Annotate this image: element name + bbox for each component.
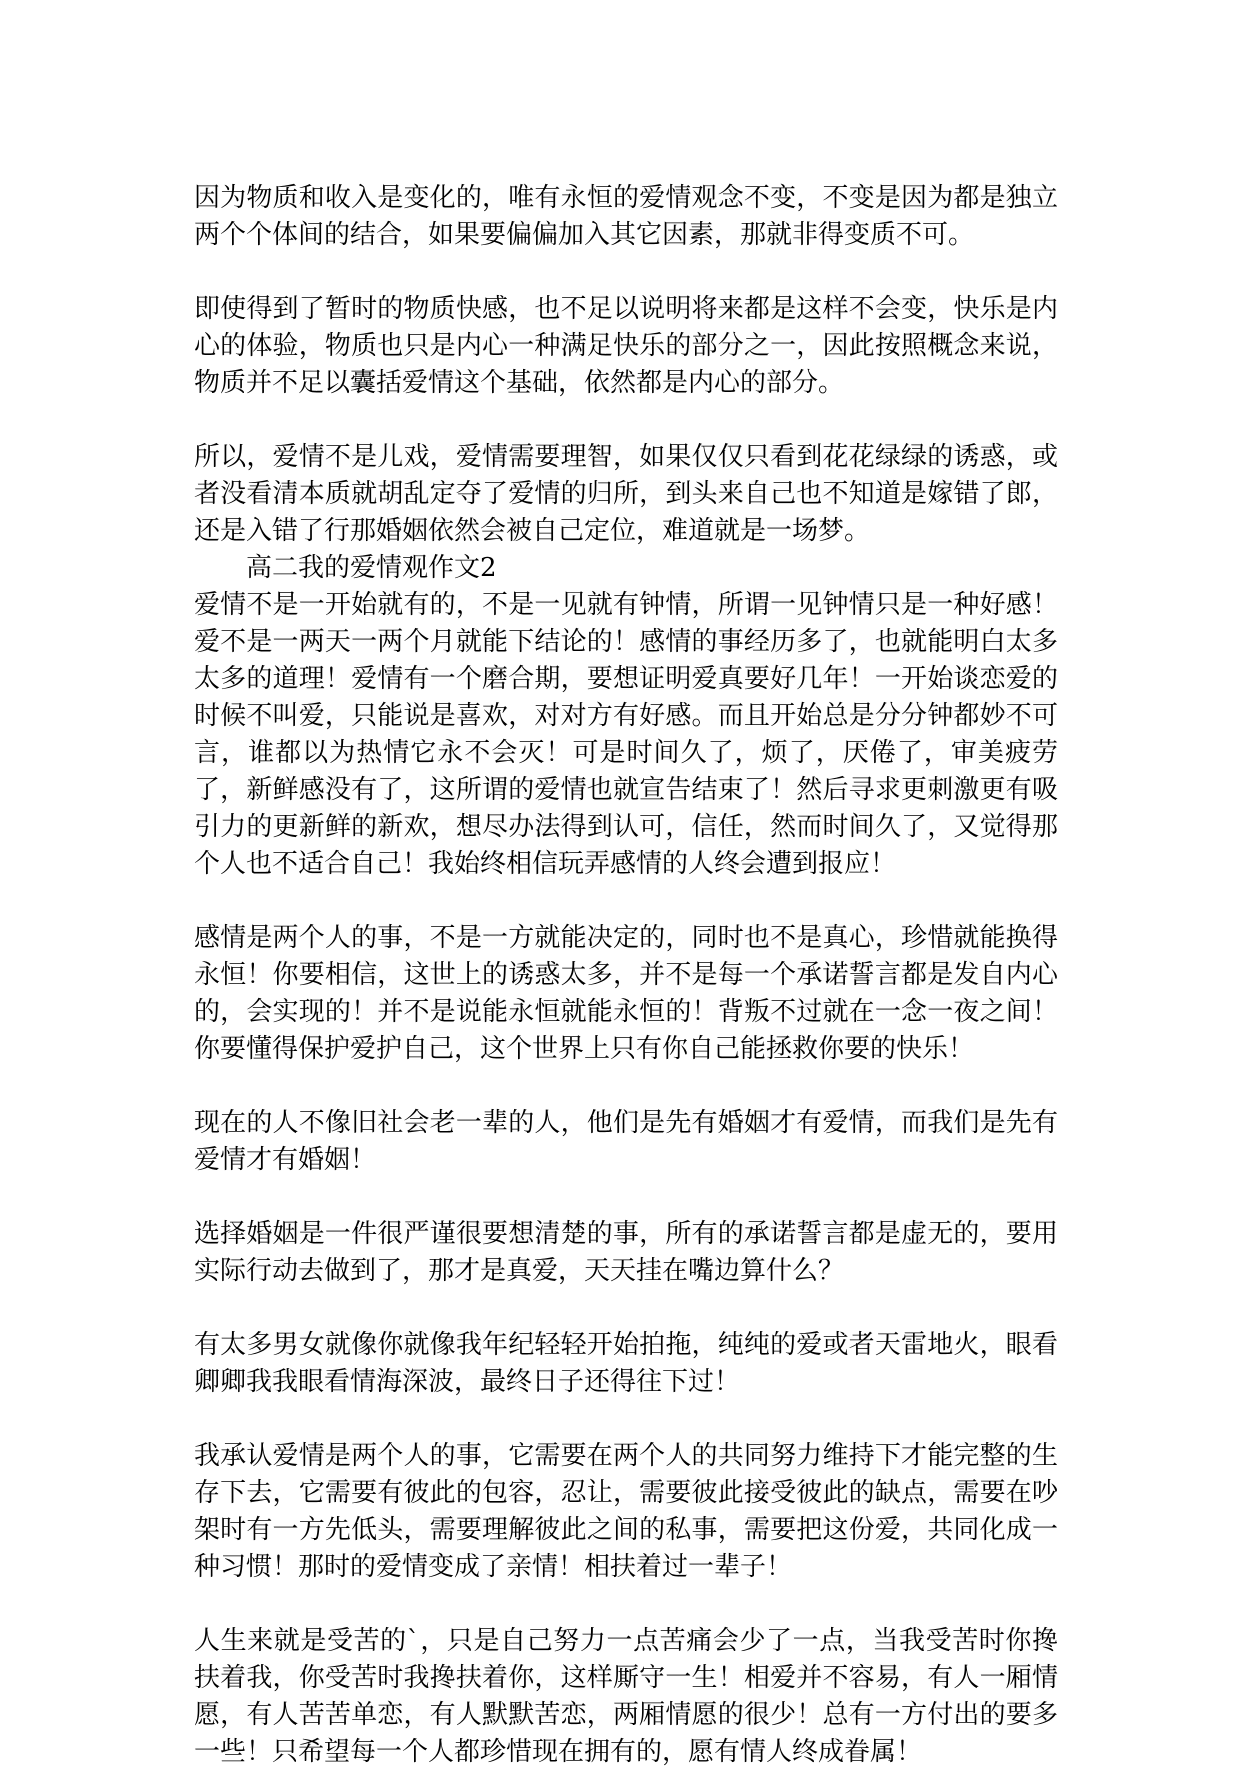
paragraph-7: 选择婚姻是一件很严谨很要想清楚的事，所有的承诺誓言都是虚无的，要用实际行动去做到了，那才是真爱，天天挂在嘴边算什么？	[194, 1219, 1058, 1286]
paragraph-6: 现在的人不像旧社会老一辈的人，他们是先有婚姻才有爱情，而我们是先有爱情才有婚姻！	[194, 1108, 1058, 1175]
paragraph-10: 人生来就是受苦的`，只是自己努力一点苦痛会少了一点，当我受苦时你搀扶着我，你受苦时我搀扶着你，这样厮守一生！相爱并不容易，有人一厢情愿，有人苦苦单恋，有人默默苦恋，两厢情愿的很少！总有一方付出的要多一些！只希望每一个人都珍惜现在拥有的，愿有情人终成眷属！	[194, 1626, 1058, 1767]
paragraph-5: 感情是两个人的事，不是一方就能决定的，同时也不是真心，珍惜就能换得永恒！你要相信，这世上的诱惑太多，并不是每一个承诺誓言都是发自内心的，会实现的！并不是说能永恒就能永恒的！背叛不过就在一念一夜之间！你要懂得保护爱护自己，这个世界上只有你自己能拯救你要的快乐！	[194, 923, 1058, 1064]
paragraph-8: 有太多男女就像你就像我年纪轻轻开始拍拖，纯纯的爱或者天雷地火，眼看卿卿我我眼看情海深波，最终日子还得往下过！	[194, 1330, 1058, 1397]
paragraph-2: 即使得到了暂时的物质快感，也不足以说明将来都是这样不会变，快乐是内心的体验，物质也只是内心一种满足快乐的部分之一，因此按照概念来说，物质并不足以囊括爱情这个基础，依然都是内心的部分。	[194, 294, 1058, 398]
section-heading: 高二我的爱情观作文2	[246, 553, 497, 583]
paragraph-1: 因为物质和收入是变化的，唯有永恒的爱情观念不变，不变是因为都是独立两个个体间的结合，如果要偏偏加入其它因素，那就非得变质不可。	[194, 183, 1058, 250]
paragraph-9: 我承认爱情是两个人的事，它需要在两个人的共同努力维持下才能完整的生存下去，它需要有彼此的包容，忍让，需要彼此接受彼此的缺点，需要在吵架时有一方先低头，需要理解彼此之间的私事，需要把这份爱，共同化成一种习惯！那时的爱情变成了亲情！相扶着过一辈子！	[194, 1441, 1058, 1582]
document-body	[194, 180, 1058, 1771]
paragraph-4: 爱情不是一开始就有的，不是一见就有钟情，所谓一见钟情只是一种好感！爱不是一两天一两个月就能下结论的！感情的事经历多了，也就能明白太多太多的道理！爱情有一个磨合期，要想证明爱真要好几年！一开始谈恋爱的时候不叫爱，只能说是喜欢，对对方有好感。而且开始总是分分钟都妙不可言，谁都以为热情它永不会灭！可是时间久了，烦了，厌倦了，审美疲劳了，新鲜感没有了，这所谓的爱情也就宣告结束了！然后寻求更刺激更有吸引力的更新鲜的新欢，想尽办法得到认可，信任，然而时间久了，又觉得那个人也不适合自己！我始终相信玩弄感情的人终会遭到报应！	[194, 590, 1058, 879]
paragraph-3: 所以，爱情不是儿戏，爱情需要理智，如果仅仅只看到花花绿绿的诱惑，或者没看清本质就胡乱定夺了爱情的归所，到头来自己也不知道是嫁错了郎，还是入错了行那婚姻依然会被自己定位，难道就是一场梦。	[194, 442, 1058, 546]
